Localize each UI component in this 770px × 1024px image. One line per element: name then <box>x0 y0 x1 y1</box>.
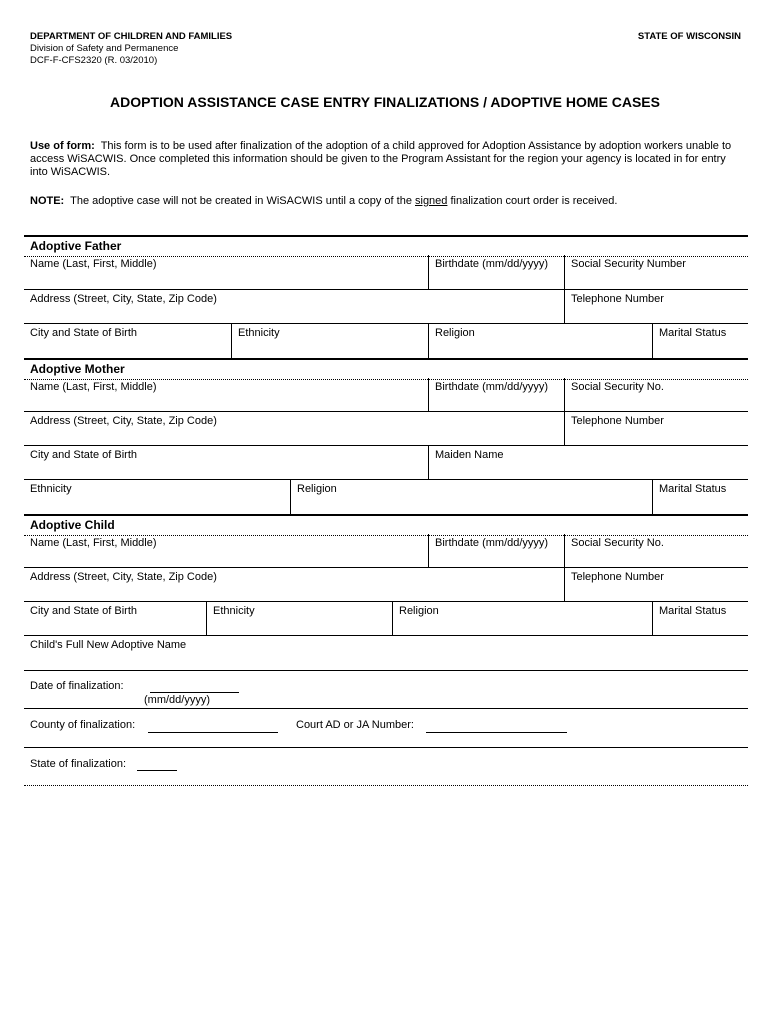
state-of-finalization-input[interactable] <box>137 770 177 771</box>
county-of-finalization-input[interactable] <box>148 732 278 733</box>
note-text-before: The adoptive case will not be created in WiSACWIS until a copy of the <box>70 195 412 207</box>
date-format-hint: (mm/dd/yyyy) <box>144 694 210 706</box>
child-religion-field[interactable]: Religion <box>392 602 652 636</box>
page-title: ADOPTION ASSISTANCE CASE ENTRY FINALIZATIONS / ADOPTIVE HOME CASES <box>110 94 660 110</box>
mother-city-birth-field[interactable]: City and State of Birth <box>24 446 428 480</box>
date-of-finalization-label: Date of finalization: <box>30 680 124 692</box>
state-name: STATE OF WISCONSIN <box>637 31 741 42</box>
child-city-birth-field[interactable]: City and State of Birth <box>24 602 206 636</box>
form-number: DCF-F-CFS2320 (R. 03/2010) <box>30 55 158 66</box>
court-number-label: Court AD or JA Number: <box>296 719 414 731</box>
court-number-input[interactable] <box>426 732 567 733</box>
note-label: NOTE: <box>30 195 65 207</box>
father-ethnicity-field[interactable]: Ethnicity <box>231 324 428 358</box>
child-name-field[interactable]: Name (Last, First, Middle) <box>24 534 428 568</box>
child-marital-field[interactable]: Marital Status <box>652 602 748 636</box>
mother-maiden-name-field[interactable]: Maiden Name <box>428 446 748 480</box>
date-of-finalization-input[interactable] <box>150 692 239 693</box>
child-birthdate-field[interactable]: Birthdate (mm/dd/yyyy) <box>428 534 564 568</box>
mother-telephone-field[interactable]: Telephone Number <box>564 412 748 446</box>
mother-section-header <box>24 358 748 380</box>
father-birthdate-field[interactable]: Birthdate (mm/dd/yyyy) <box>428 255 564 290</box>
father-marital-field[interactable]: Marital Status <box>652 324 748 358</box>
mother-name-field[interactable]: Name (Last, First, Middle) <box>24 378 428 412</box>
mother-ssn-field[interactable]: Social Security No. <box>564 378 748 412</box>
father-city-birth-field[interactable]: City and State of Birth <box>30 327 137 339</box>
county-of-finalization-label: County of finalization: <box>30 719 136 731</box>
child-ssn-field[interactable]: Social Security No. <box>564 534 748 568</box>
use-of-form-label: Use of form: <box>30 140 95 152</box>
mother-heading: Adoptive Mother <box>30 362 125 376</box>
father-section-header <box>24 235 748 257</box>
mother-marital-field[interactable]: Marital Status <box>652 480 748 514</box>
child-section-header <box>24 514 748 536</box>
mother-religion-field[interactable]: Religion <box>290 480 652 514</box>
father-address-field[interactable]: Address (Street, City, State, Zip Code) <box>24 290 564 324</box>
father-religion-field[interactable]: Religion <box>428 324 652 358</box>
mother-address-field[interactable]: Address (Street, City, State, Zip Code) <box>24 412 564 446</box>
division-name: Division of Safety and Permanence <box>30 43 179 54</box>
father-ssn-field[interactable]: Social Security Number <box>564 255 748 290</box>
form-bottom-border <box>24 785 748 786</box>
mother-birthdate-field[interactable]: Birthdate (mm/dd/yyyy) <box>428 378 564 412</box>
note-paragraph <box>30 195 745 208</box>
child-heading: Adoptive Child <box>30 518 115 532</box>
child-ethnicity-field[interactable]: Ethnicity <box>206 602 392 636</box>
department-name: DEPARTMENT OF CHILDREN AND FAMILIES <box>30 31 233 42</box>
state-of-finalization-label: State of finalization: <box>30 758 127 770</box>
father-telephone-field[interactable]: Telephone Number <box>564 290 748 324</box>
use-of-form-paragraph <box>30 140 745 179</box>
child-address-field[interactable]: Address (Street, City, State, Zip Code) <box>24 568 564 602</box>
father-heading: Adoptive Father <box>30 239 122 253</box>
father-name-field[interactable]: Name (Last, First, Middle) <box>24 255 428 290</box>
divider-2 <box>24 747 748 748</box>
use-of-form-text: This form is to be used after finalization of the adoption of a child approved for Adoption Assistance by adoption workers unable to access WiSACWIS. Once completed this information should be given to the Program Assistant for the region your agency is located in for entry into WiSACWIS. <box>30 140 732 178</box>
child-new-name-field[interactable]: Child's Full New Adoptive Name <box>24 636 748 671</box>
note-underlined-word: signed <box>415 195 448 207</box>
note-text-after: finalization court order is received. <box>450 195 618 207</box>
child-telephone-field[interactable]: Telephone Number <box>564 568 748 602</box>
divider-1 <box>24 708 748 709</box>
mother-ethnicity-field[interactable]: Ethnicity <box>30 483 72 495</box>
